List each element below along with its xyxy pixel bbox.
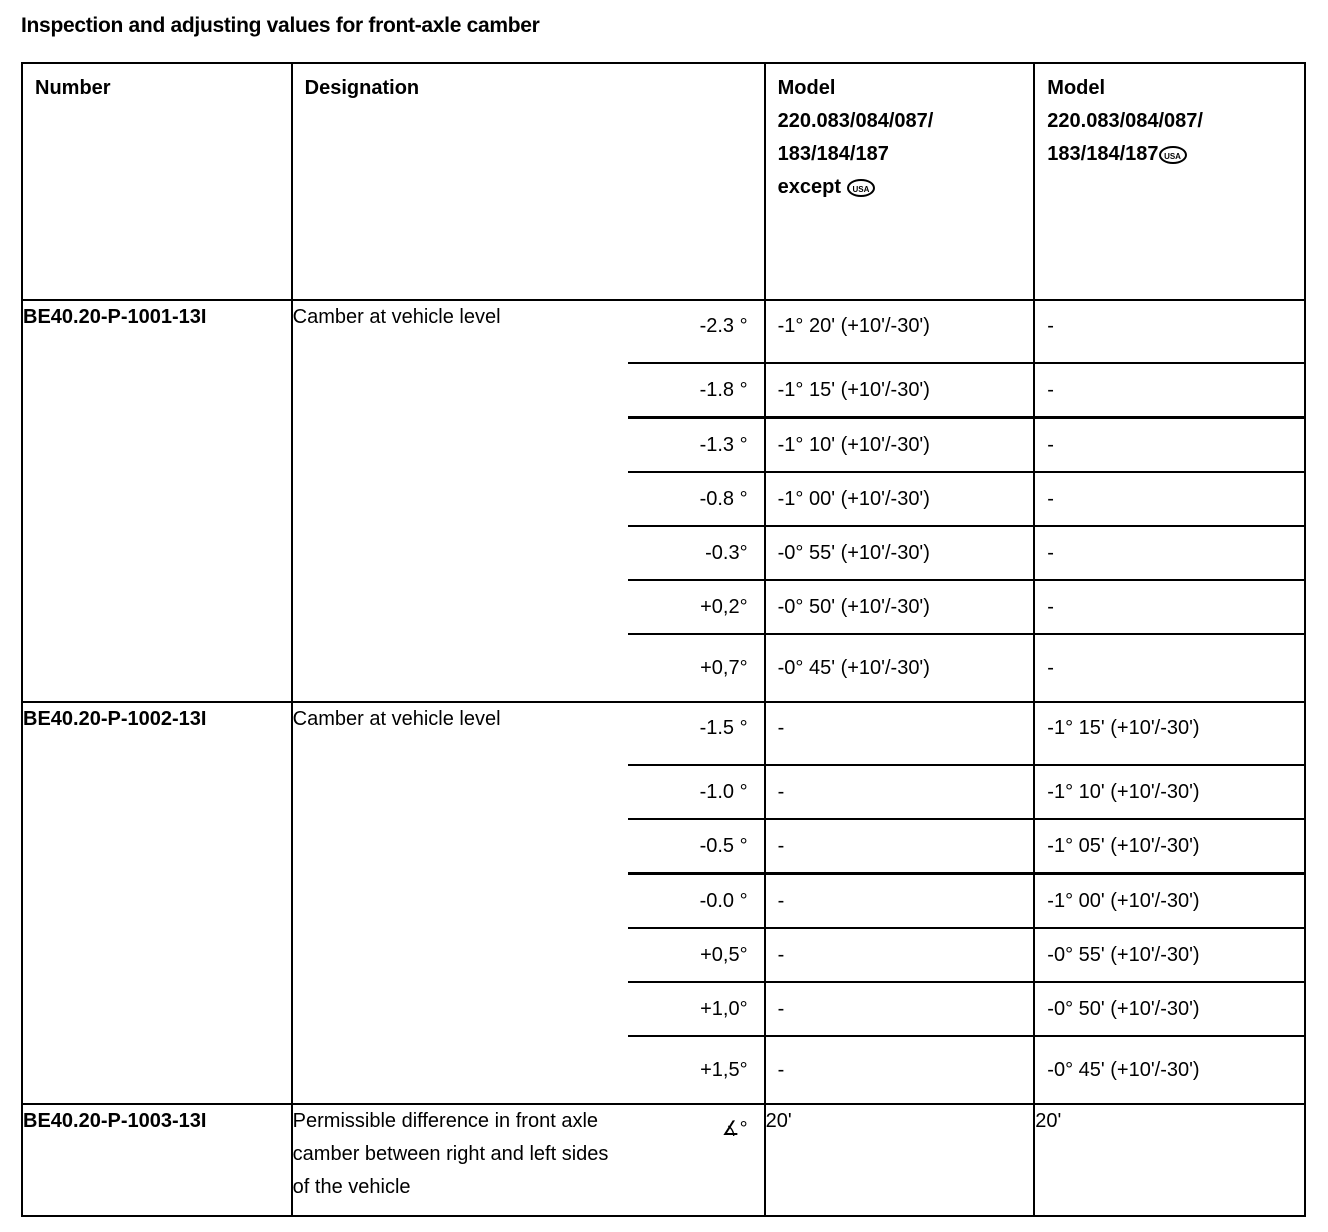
model-1-value: -0° 55' (+10'/-30') [765,526,1035,580]
camber-angle: -0.0 ° [628,874,765,929]
camber-angle: +1,0° [628,982,765,1036]
model-2-value: -1° 15' (+10'/-30') [1034,702,1305,765]
header-model-1-line-1: Model [777,77,836,99]
camber-angle: -0.3° [628,526,765,580]
header-model-1-line-2: 220.083/084/087/ [777,110,934,132]
model-1-value: - [765,765,1035,819]
difference-number: BE40.20-P-1003-13I [22,1104,292,1216]
usa-badge-icon: USA [847,179,875,197]
model-1-value: -0° 45' (+10'/-30') [765,634,1035,702]
camber-angle: +0,7° [628,634,765,702]
model-1-value: -1° 15' (+10'/-30') [765,363,1035,418]
angle-difference-icon: ∡° [628,1104,765,1216]
model-2-value: - [1034,472,1305,526]
difference-model-2-value: 20' [1034,1104,1305,1216]
group-designation: Camber at vehicle level [292,702,628,1104]
model-2-value: -0° 45' (+10'/-30') [1034,1036,1305,1104]
model-2-value: -0° 50' (+10'/-30') [1034,982,1305,1036]
table-row [22,300,1305,363]
model-2-value: - [1034,526,1305,580]
camber-angle: -1.5 ° [628,702,765,765]
camber-angle: -0.5 ° [628,819,765,874]
group-1 [22,300,1305,702]
model-1-value: -1° 10' (+10'/-30') [765,418,1035,473]
difference-row [22,1104,1305,1216]
difference-model-1-value: 20' [765,1104,1035,1216]
group-number: BE40.20-P-1002-13I [22,702,292,1104]
header-model-2 [1034,63,1305,300]
model-1-value: -1° 20' (+10'/-30') [765,300,1035,363]
model-1-value: - [765,874,1035,929]
header-model-1-line-3: 183/184/187 [777,143,889,165]
header-number: Number [22,63,292,300]
model-2-value: - [1034,634,1305,702]
header-model-2-line-1: Model [1047,77,1106,99]
model-1-value: - [765,702,1035,765]
model-2-value: - [1034,580,1305,634]
model-2-value: -1° 05' (+10'/-30') [1034,819,1305,874]
usa-badge-icon: USA [1159,146,1187,164]
model-2-value: - [1034,363,1305,418]
camber-angle: +0,2° [628,580,765,634]
header-model-1 [765,63,1035,300]
model-1-value: - [765,928,1035,982]
group-designation: Camber at vehicle level [292,300,628,702]
model-2-value: -1° 10' (+10'/-30') [1034,765,1305,819]
camber-angle: -0.8 ° [628,472,765,526]
header-row [22,63,1305,300]
header-model-2-line-3-text: 183/184/187 [1047,143,1159,165]
camber-angle: -2.3 ° [628,300,765,363]
model-1-value: -0° 50' (+10'/-30') [765,580,1035,634]
model-2-value: - [1034,300,1305,363]
model-1-value: - [765,819,1035,874]
camber-angle: -1.0 ° [628,765,765,819]
camber-angle: -1.8 ° [628,363,765,418]
model-1-value: -1° 00' (+10'/-30') [765,472,1035,526]
camber-angle: +1,5° [628,1036,765,1104]
header-model-1-except: except [777,176,841,198]
model-1-value: - [765,1036,1035,1104]
camber-angle: -1.3 ° [628,418,765,473]
document-title: Inspection and adjusting values for front-axle camber [21,14,540,37]
model-1-value: - [765,982,1035,1036]
table-row [22,702,1305,765]
header-model-2-line-3 [1047,138,1292,171]
model-2-value: -0° 55' (+10'/-30') [1034,928,1305,982]
camber-spec-table [21,62,1306,1217]
camber-angle: +0,5° [628,928,765,982]
model-2-value: - [1034,418,1305,473]
group-2 [22,702,1305,1104]
model-2-value: -1° 00' (+10'/-30') [1034,874,1305,929]
header-designation: Designation [292,63,765,300]
group-number: BE40.20-P-1001-13I [22,300,292,702]
difference-designation: Permissible difference in front axle camber between right and left sides of the vehicle [292,1104,628,1216]
header-model-2-line-2: 220.083/084/087/ [1047,110,1203,132]
header-model-1-line-4 [778,171,1022,204]
group-3 [22,1104,1305,1216]
